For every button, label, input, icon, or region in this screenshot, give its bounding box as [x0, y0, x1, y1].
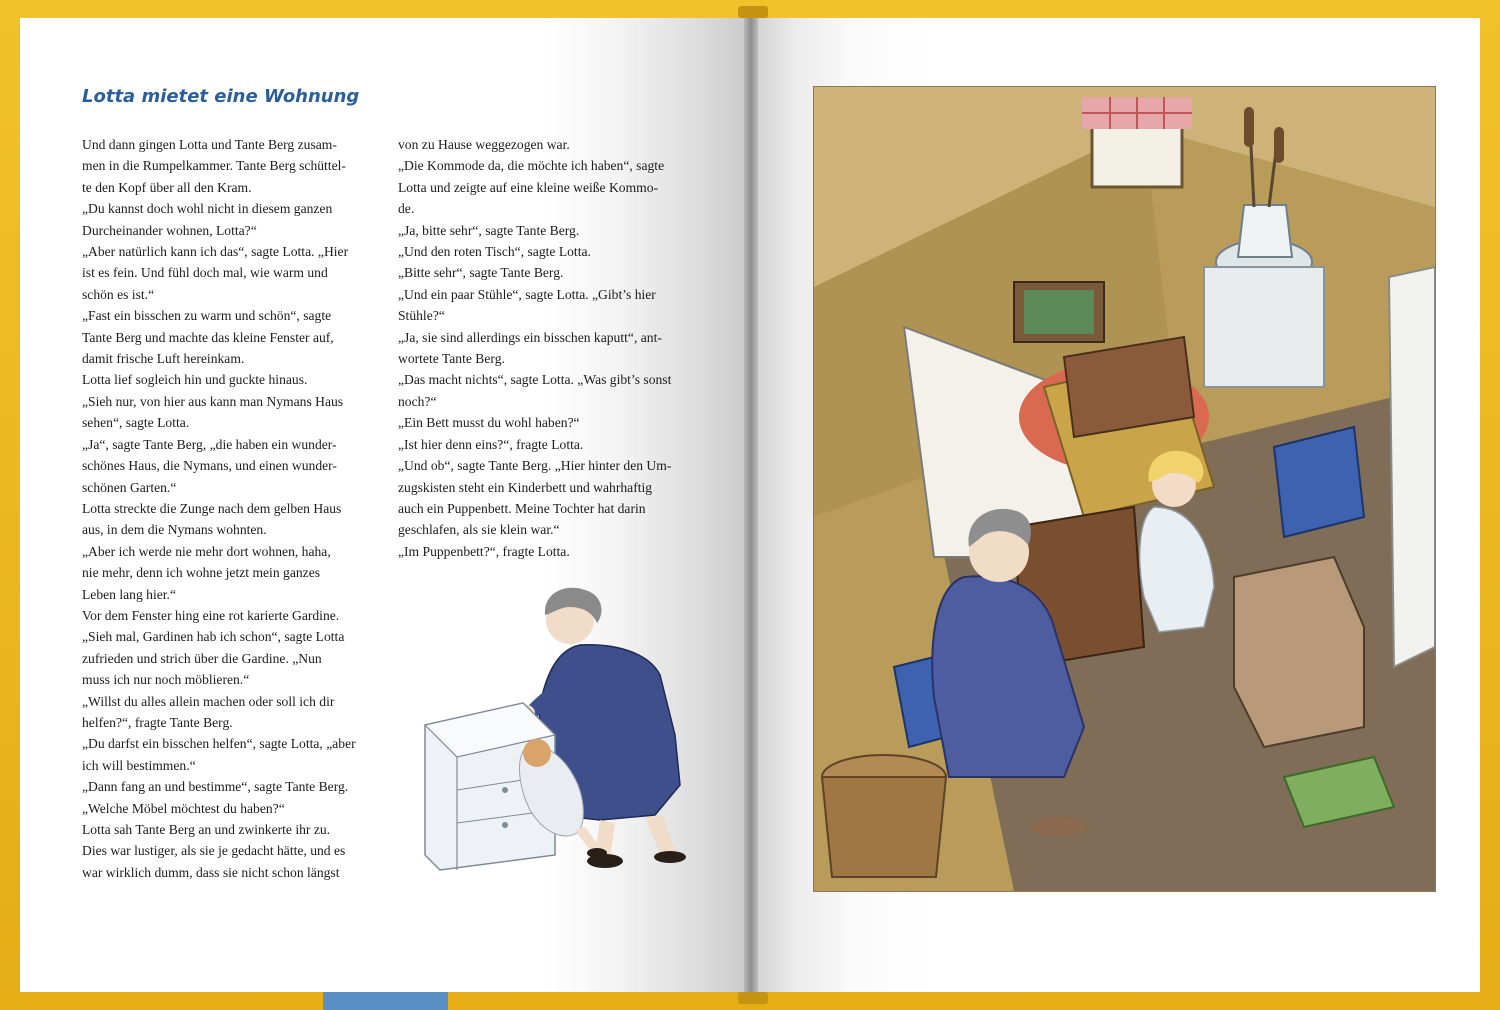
text-line: zugskisten steht ein Kinderbett und wahrhaftig: [398, 479, 653, 495]
text-line: Und dann gingen Lotta und Tante Berg zusam-: [82, 137, 337, 152]
text-line: „Sieh nur, von hier aus kann man Nymans Haus: [82, 393, 344, 409]
text-line: men in die Rumpelkammer. Tante Berg schüttel-: [82, 158, 346, 174]
text-line: schönen Garten.“: [82, 479, 177, 495]
text-line: Vor dem Fenster hing eine rot karierte Gardine.: [82, 607, 340, 623]
text-column-right: [398, 134, 698, 562]
text-line: schönes Haus, die Nymans, und einen wunder-: [82, 458, 337, 474]
bookmark-ribbon: [323, 992, 448, 1010]
text-line: aus, in dem die Nymans wohnten.: [82, 522, 267, 538]
spine-bottom: [738, 992, 768, 1004]
text-line: ist es fein. Und fühl doch mal, wie warm und: [82, 265, 328, 281]
text-line: Durcheinander wohnen, Lotta?“: [82, 222, 257, 238]
text-line: muss ich nur noch möblieren.“: [82, 672, 250, 688]
spine-top: [738, 6, 768, 18]
text-line: „Ja, bitte sehr“, sagte Tante Berg.: [398, 222, 580, 238]
text-line: de.: [398, 201, 415, 217]
text-line: nie mehr, denn ich wohne jetzt mein ganzes: [82, 565, 321, 581]
text-line: sehen“, sagte Lotta.: [82, 415, 190, 431]
text-line: „Im Puppenbett?“, fragte Lotta.: [398, 543, 570, 559]
text-line: „Die Kommode da, die möchte ich haben“, sagte: [398, 158, 665, 174]
text-line: helfen?“, fragte Tante Berg.: [82, 714, 233, 730]
text-line: schön es ist.“: [82, 286, 155, 302]
text-line: „Und ein paar Stühle“, sagte Lotta. „Gibt’s hier: [398, 286, 656, 302]
text-line: „Ist hier denn eins?“, fragte Lotta.: [398, 436, 584, 452]
text-line: „Ja“, sagte Tante Berg, „die haben ein wunder-: [82, 436, 337, 452]
text-line: auch ein Puppenbett. Meine Tochter hat darin: [398, 500, 646, 516]
text-line: „Fast ein bisschen zu warm und schön“, sagte: [82, 308, 332, 324]
text-line: „Ja, sie sind allerdings ein bisschen kaputt“, ant-: [398, 329, 662, 345]
text-line: noch?“: [398, 393, 437, 409]
text-line: Tante Berg und machte das kleine Fenster auf,: [82, 329, 334, 345]
text-line: „Dann fang an und bestimme“, sagte Tante Berg.: [82, 779, 349, 795]
text-column-left: [82, 134, 372, 883]
text-line: „Du darfst ein bisschen helfen“, sagte Lotta, „aber: [82, 736, 356, 752]
dresser-illustration: [405, 585, 690, 890]
text-line: „Willst du alles allein machen oder soll ich dir: [82, 693, 335, 709]
text-line: Leben lang hier.“: [82, 586, 176, 602]
text-line: „Aber natürlich kann ich das“, sagte Lotta. „Hier: [82, 244, 349, 260]
text-line: „Das macht nichts“, sagte Lotta. „Was gibt’s sonst: [398, 372, 672, 388]
text-line: Lotta streckte die Zunge nach dem gelben Haus: [82, 500, 342, 516]
text-line: zufrieden und strich über die Gardine. „Nun: [82, 650, 322, 666]
chapter-title: Lotta mietet eine Wohnung: [82, 86, 360, 107]
text-line: Lotta lief sogleich hin und guckte hinaus.: [82, 372, 308, 388]
text-line: Lotta sah Tante Berg an und zwinkerte ihr zu.: [82, 822, 331, 837]
text-line: „Welche Möbel möchtest du haben?“: [82, 800, 285, 816]
text-line: von zu Hause weggezogen war.: [398, 137, 570, 152]
text-line: damit frische Luft hereinkam.: [82, 351, 245, 367]
text-line: Stühle?“: [398, 308, 445, 324]
text-line: „Bitte sehr“, sagte Tante Berg.: [398, 265, 564, 281]
text-line: geschlafen, als sie klein war.“: [398, 522, 560, 538]
book-gutter: [744, 18, 758, 992]
text-line: te den Kopf über all den Kram.: [82, 179, 252, 195]
text-line: „Und ob“, sagte Tante Berg. „Hier hinter den Um-: [398, 458, 672, 474]
text-line: „Sieh mal, Gardinen hab ich schon“, sagte Lotta: [82, 629, 345, 645]
text-line: „Du kannst doch wohl nicht in diesem ganzen: [82, 201, 333, 217]
text-line: ich will bestimmen.“: [82, 757, 196, 773]
text-line: Lotta und zeigte auf eine kleine weiße Kommo-: [398, 179, 659, 195]
text-line: Dies war lustiger, als sie je gedacht hätte, und es: [82, 843, 346, 859]
text-line: „Und den roten Tisch“, sagte Lotta.: [398, 244, 591, 260]
attic-illustration: [813, 86, 1436, 892]
text-line: „Aber ich werde nie mehr dort wohnen, haha,: [82, 543, 331, 559]
text-line: „Ein Bett musst du wohl haben?“: [398, 415, 580, 431]
text-line: wortete Tante Berg.: [398, 351, 505, 367]
text-line: war wirklich dumm, dass sie nicht schon längst: [82, 864, 340, 880]
